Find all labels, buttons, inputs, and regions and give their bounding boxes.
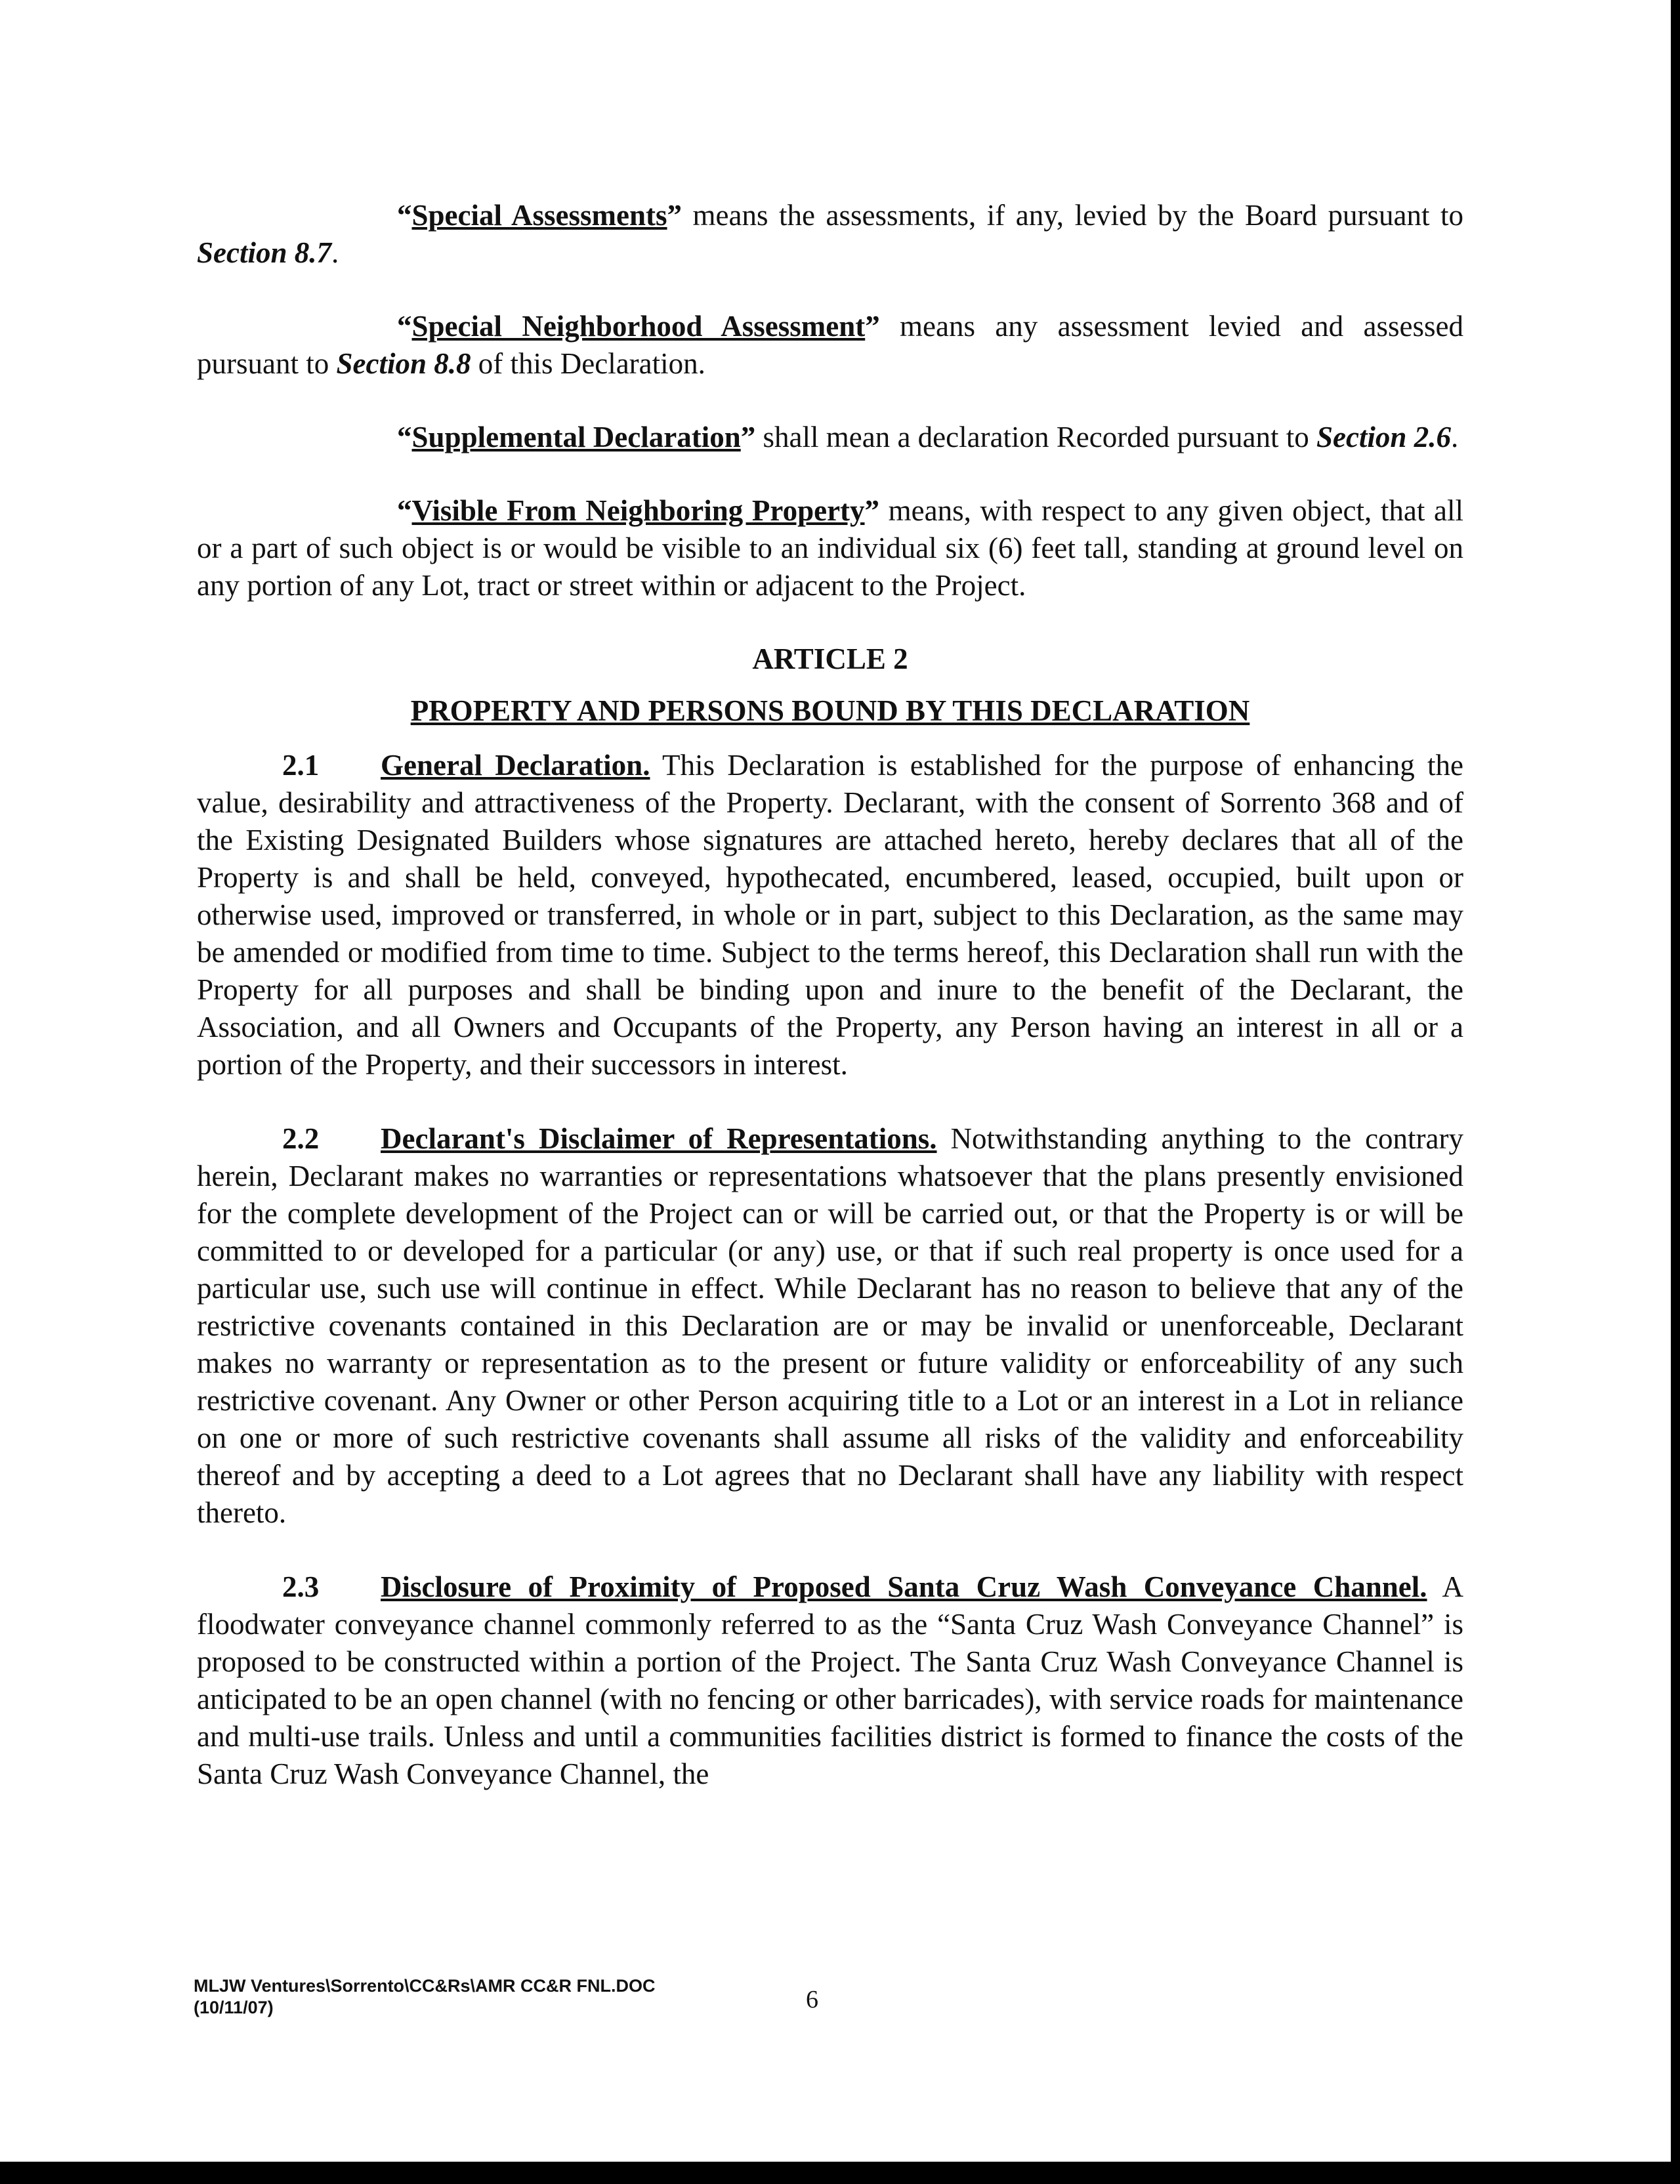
definition-term: Special Assessments [411,199,667,232]
section-title: Declarant's Disclaimer of Representations. [381,1122,937,1155]
document-body [197,197,1463,1793]
section-number: 2.2 [282,1122,320,1155]
definition-special-neighborhood-assessment: “Special Neighborhood Assessment” means any assessment levied and assessed pursuant to Section 8.8 of this Declaration. [197,310,1463,380]
article-number: ARTICLE 2 [752,642,908,675]
definition-supplemental-declaration: “Supplemental Declaration” shall mean a declaration Recorded pursuant to Section 2.6. [397,421,1459,453]
page-number: 6 [806,1986,818,2013]
section-title: General Declaration. [381,749,650,782]
section-reference: Section 8.7 [197,236,332,269]
definition-visible-from-neighboring-property: “Visible From Neighboring Property” means, with respect to any given object, that all or a part of such object is or would be visible to an individual six (6) feet tall, standing at ground level on any portion of any Lot, tract or street within or adjacent to the Project. [197,494,1463,602]
footer-document-info [194,1975,850,2019]
definition-term: Supplemental Declaration [411,421,741,453]
section-text: A floodwater conveyance channel commonly referred to as the “Santa Cruz Wash Conveyance Channel” is proposed to be constructed within a portion of the Project. The Santa Cruz Wash Conveyance Channel is anticipated to be an open channel (with no fencing or other barricades), with service roads for maintenance and multi-use trails. Unless and until a communities facilities district is formed to finance the costs of the Santa Cruz Wash Conveyance Channel, the [197,1570,1463,1790]
section-2-1 [197,747,1463,1083]
page-edge-bottom [0,2162,1680,2184]
footer-date: (10/11/07) [194,1998,274,2017]
section-2-2 [197,1120,1463,1532]
definition-special-assessments: “Special Assessments” means the assessments, if any, levied by the Board pursuant to Section 8.7. [197,199,1463,269]
section-title: Disclosure of Proximity of Proposed Santa Cruz Wash Conveyance Channel. [381,1570,1427,1603]
section-reference: Section 2.6 [1316,421,1451,453]
section-text: This Declaration is established for the purpose of enhancing the value, desirability and attractiveness of the Property. Declarant, with the consent of Sorrento 368 and of the Existing Designated Builders whose signatures are attached hereto, hereby declares that all of the Property is and shall be held, conveyed, hypothecated, encumbered, leased, occupied, built upon or otherwise used, improved or transferred, in whole or in part, subject to this Declaration, as the same may be amended or modified from time to time. Subject to the terms hereof, this Declaration shall run with the Property for all purposes and shall be binding upon and inure to the benefit of the Declarant, the Association, and all Owners and Occupants of the Property, any Person having an interest in all or a portion of the Property, and their successors in interest. [197,749,1464,1081]
definition-term: Special Neighborhood Assessment [411,310,866,343]
section-text: Notwithstanding anything to the contrary herein, Declarant makes no warranties or representations whatsoever that the plans presently envisioned for the complete development of the Project can or will be carried out, or that the Property is or will be committed to or developed for a particular (or any) use, or that if such real property is once used for a particular use, such use will continue in effect. While Declarant has no reason to believe that any of the restrictive covenants contained in this Declaration are or may be invalid or unenforceable, Declarant makes no warranty or representation as to the present or future validity or enforceability of any such restrictive covenant. Any Owner or other Person acquiring title to a Lot or an interest in a Lot in reliance on one or more of such restrictive covenants shall assume all risks of the validity and enforceability thereof and by accepting a deed to a Lot agrees that no Declarant shall have any liability with respect thereto. [197,1122,1464,1529]
section-number: 2.1 [282,749,320,782]
page-edge-right [1671,0,1680,2184]
section-2-3 [197,1568,1463,1793]
section-reference: Section 8.8 [336,347,471,380]
article-title: PROPERTY AND PERSONS BOUND BY THIS DECLARATION [410,694,1250,727]
definition-term: Visible From Neighboring Property [411,494,865,527]
section-number: 2.3 [282,1570,320,1603]
footer-file-path: MLJW Ventures\Sorrento\CC&Rs\AMR CC&R FNL.DOC [194,1976,656,1996]
